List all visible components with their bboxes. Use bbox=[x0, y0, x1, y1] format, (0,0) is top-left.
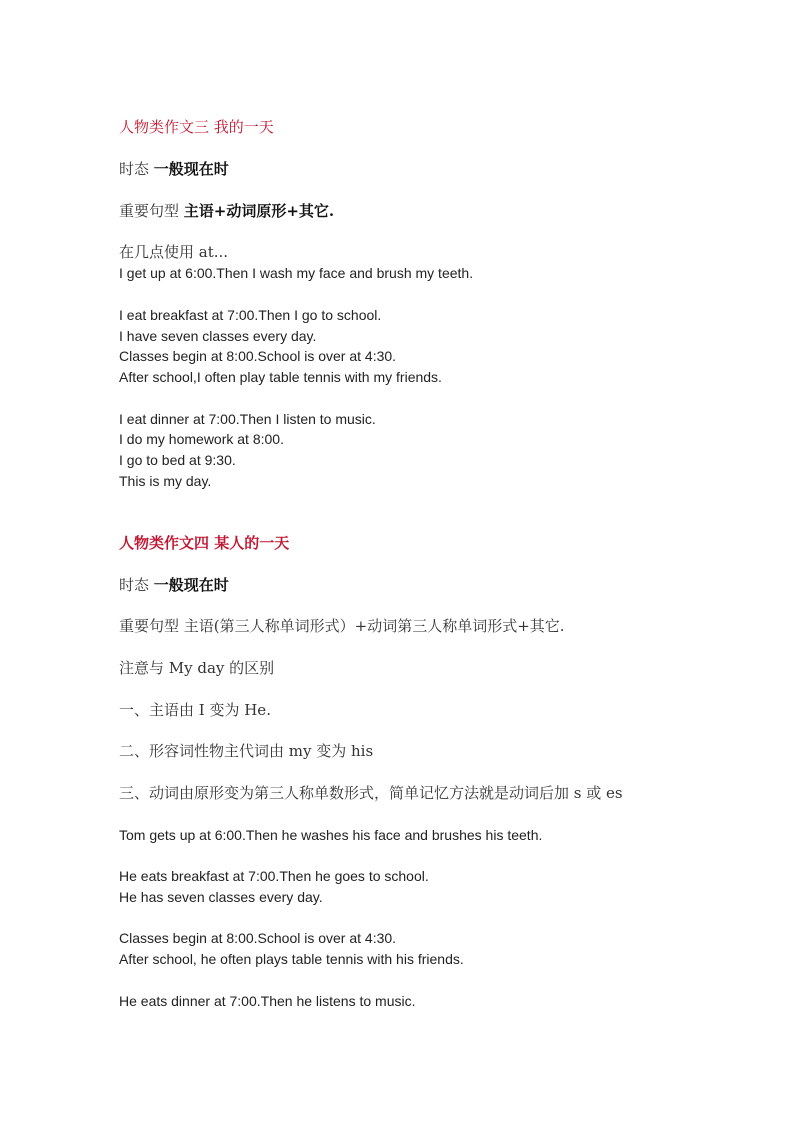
sentence: I get up at 6:00.Then I wash my face and brush my teeth. bbox=[119, 265, 474, 281]
tense-value: 一般现在时 bbox=[153, 576, 229, 594]
sentence: I do my homework at 8:00. bbox=[119, 431, 284, 447]
section2-pattern: 重要句型 主语(第三人称单词形式）+动词第三人称单词形式+其它. bbox=[119, 617, 565, 635]
pattern-label: 重要句型 bbox=[119, 202, 180, 220]
section2-title: 人物类作文四 某人的一天 bbox=[119, 534, 290, 552]
sentence: Classes begin at 8:00.School is over at 4:30. bbox=[119, 930, 397, 946]
sentence: He eats dinner at 7:00.Then he listens to music. bbox=[119, 993, 416, 1009]
sentence: He has seven classes every day. bbox=[119, 889, 323, 905]
sentence: Tom gets up at 6:00.Then he washes his face and brushes his teeth. bbox=[119, 827, 543, 843]
section2-tense bbox=[119, 575, 229, 595]
note: 三、动词由原形变为第三人称单数形式，简单记忆方法就是动词后加 s 或 es bbox=[119, 784, 623, 802]
usage-note: 在几点使用 at... bbox=[119, 243, 229, 261]
section1-tense bbox=[119, 159, 229, 179]
section1-title: 人物类作文三 我的一天 bbox=[119, 118, 274, 136]
sentence: Classes begin at 8:00.School is over at 4:30. bbox=[119, 348, 397, 364]
sentence: After school, he often plays table tennis with his friends. bbox=[119, 951, 464, 967]
sentence: After school,I often play table tennis with my friends. bbox=[119, 369, 442, 385]
tense-label: 时态 bbox=[119, 576, 150, 594]
sentence: This is my day. bbox=[119, 473, 212, 489]
note: 一、主语由 I 变为 He. bbox=[119, 701, 271, 719]
section1-pattern bbox=[119, 201, 334, 221]
sentence: I eat dinner at 7:00.Then I listen to music. bbox=[119, 411, 376, 427]
tense-value: 一般现在时 bbox=[153, 160, 229, 178]
sentence: I eat breakfast at 7:00.Then I go to school. bbox=[119, 307, 382, 323]
pattern-value: 主语+动词原形+其它. bbox=[183, 202, 335, 220]
sentence: I go to bed at 9:30. bbox=[119, 452, 236, 468]
sentence: I have seven classes every day. bbox=[119, 328, 317, 344]
note: 注意与 My day 的区别 bbox=[119, 659, 275, 677]
sentence: He eats breakfast at 7:00.Then he goes to school. bbox=[119, 868, 429, 884]
note: 二、形容词性物主代词由 my 变为 his bbox=[119, 742, 374, 760]
tense-label: 时态 bbox=[119, 160, 150, 178]
